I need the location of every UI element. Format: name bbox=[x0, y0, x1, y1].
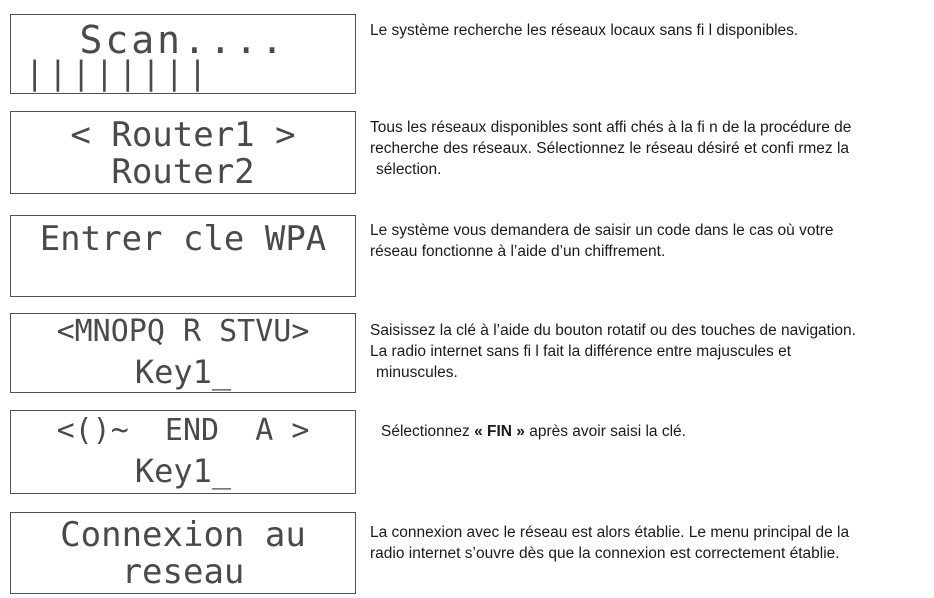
lcd-line-1: Scan.... bbox=[79, 18, 287, 62]
lcd-display-scan bbox=[10, 14, 356, 94]
fin-keyword: « FIN » bbox=[474, 423, 525, 440]
desc-line: La connexion avec le réseau est alors établie. Le menu principal de la bbox=[370, 524, 850, 541]
desc-line: réseau fonctionne à l’aide d’un chiffrement. bbox=[370, 243, 666, 260]
lcd-line-1: < Router1 > bbox=[70, 115, 296, 155]
desc-text: Sélectionnez bbox=[381, 423, 475, 440]
lcd-line-2: Router2 bbox=[111, 152, 255, 192]
desc-line: Le système vous demandera de saisir un code dans le cas où votre bbox=[370, 222, 834, 239]
step-description-wpa-prompt bbox=[370, 220, 834, 262]
lcd-line-1: Connexion au bbox=[60, 515, 306, 555]
step-description-key-entry bbox=[370, 320, 856, 383]
lcd-line-1: <()~ END A > bbox=[56, 413, 310, 448]
lcd-line-2: reseau bbox=[121, 552, 245, 592]
desc-line: radio internet s’ouvre dès que la connexion est correctement établie. bbox=[370, 545, 840, 562]
desc-line: Saisissez la clé à l’aide du bouton rotatif ou des touches de navigation. bbox=[370, 322, 856, 339]
lcd-line-2: Key1_ bbox=[134, 452, 232, 490]
lcd-line-1: <MNOPQ R STVU> bbox=[56, 314, 310, 349]
desc-line: sélection. bbox=[376, 161, 442, 178]
step-description-connection bbox=[370, 522, 849, 564]
step-description-scan bbox=[370, 20, 798, 41]
lcd-progress-bar: |||||||| bbox=[25, 54, 212, 92]
lcd-line-2: Key1_ bbox=[134, 353, 232, 391]
step-description-end bbox=[381, 421, 686, 442]
desc-line: Le système recherche les réseaux locaux sans fi l disponibles. bbox=[370, 22, 799, 39]
desc-line: Tous les réseaux disponibles sont affi chés à la fi n de la procédure de bbox=[370, 119, 852, 136]
step-description-router-list bbox=[370, 117, 851, 180]
lcd-display-router-list bbox=[10, 111, 356, 194]
lcd-display-key-entry bbox=[10, 313, 356, 393]
desc-text: après avoir saisi la clé. bbox=[524, 423, 686, 440]
lcd-display-wpa-prompt bbox=[10, 215, 356, 297]
desc-line bbox=[381, 421, 686, 442]
lcd-display-connection bbox=[10, 512, 356, 594]
lcd-display-end bbox=[10, 410, 356, 494]
desc-line: La radio internet sans fi l fait la différence entre majuscules et bbox=[370, 343, 792, 360]
desc-line: minuscules. bbox=[376, 364, 458, 381]
desc-line: recherche des réseaux. Sélectionnez le réseau désiré et confi rmez la bbox=[370, 140, 850, 157]
lcd-line-1: Entrer cle WPA bbox=[39, 219, 327, 259]
